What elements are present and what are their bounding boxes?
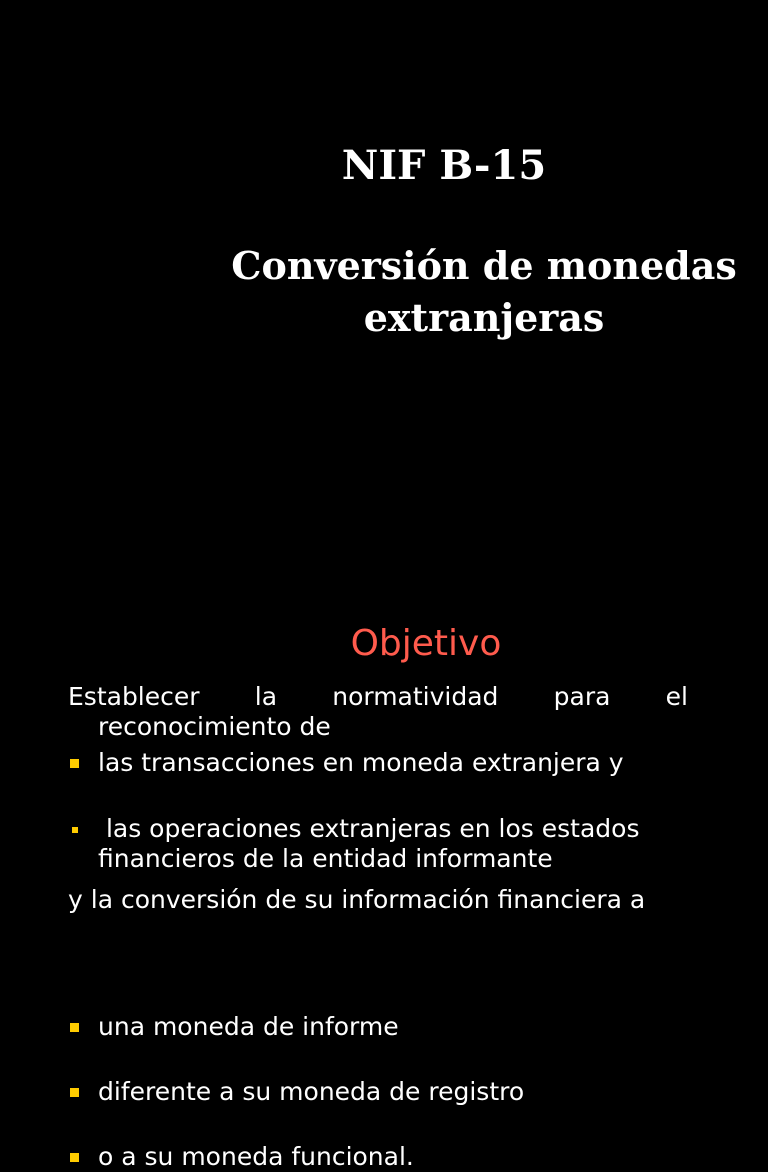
intro-word: la (254, 682, 278, 711)
intro-word: normatividad (332, 682, 499, 711)
list-item (68, 1012, 718, 1042)
list-item (68, 748, 718, 778)
list-item-text: o a su moneda funcional. (98, 1142, 414, 1171)
list-item-text-continuation: financieros de la entidad informante (98, 844, 553, 873)
intro-continuation: reconocimiento de (98, 712, 331, 741)
square-bullet-icon (70, 1088, 79, 1097)
square-bullet-icon (72, 827, 78, 833)
list-item-text: las transacciones en moneda extranjera y (98, 748, 624, 777)
intro-word: para (553, 682, 611, 711)
slide-title-line-1: Conversión de monedas (231, 243, 737, 288)
list-item (68, 1077, 718, 1107)
section-heading: Objetivo (350, 623, 502, 664)
second-paragraph: y la conversión de su información financiera a (68, 885, 646, 914)
list-item (68, 1142, 718, 1172)
list-item-text: diferente a su moneda de registro (98, 1077, 525, 1106)
intro-paragraph (68, 682, 688, 742)
slide-title (100, 240, 768, 344)
list-item-text: las operaciones extranjeras en los estados (98, 814, 640, 843)
slide-title-code: NIF B-15 (341, 142, 547, 189)
square-bullet-icon (70, 1023, 79, 1032)
list-item (68, 814, 718, 874)
intro-word: Establecer (68, 682, 200, 711)
intro-justified-line (68, 682, 688, 712)
slide-title-line-2: extranjeras (363, 295, 605, 340)
list-item-text: una moneda de informe (98, 1012, 399, 1041)
square-bullet-icon (70, 759, 79, 768)
square-bullet-icon (70, 1153, 79, 1162)
intro-word: el (665, 682, 688, 711)
